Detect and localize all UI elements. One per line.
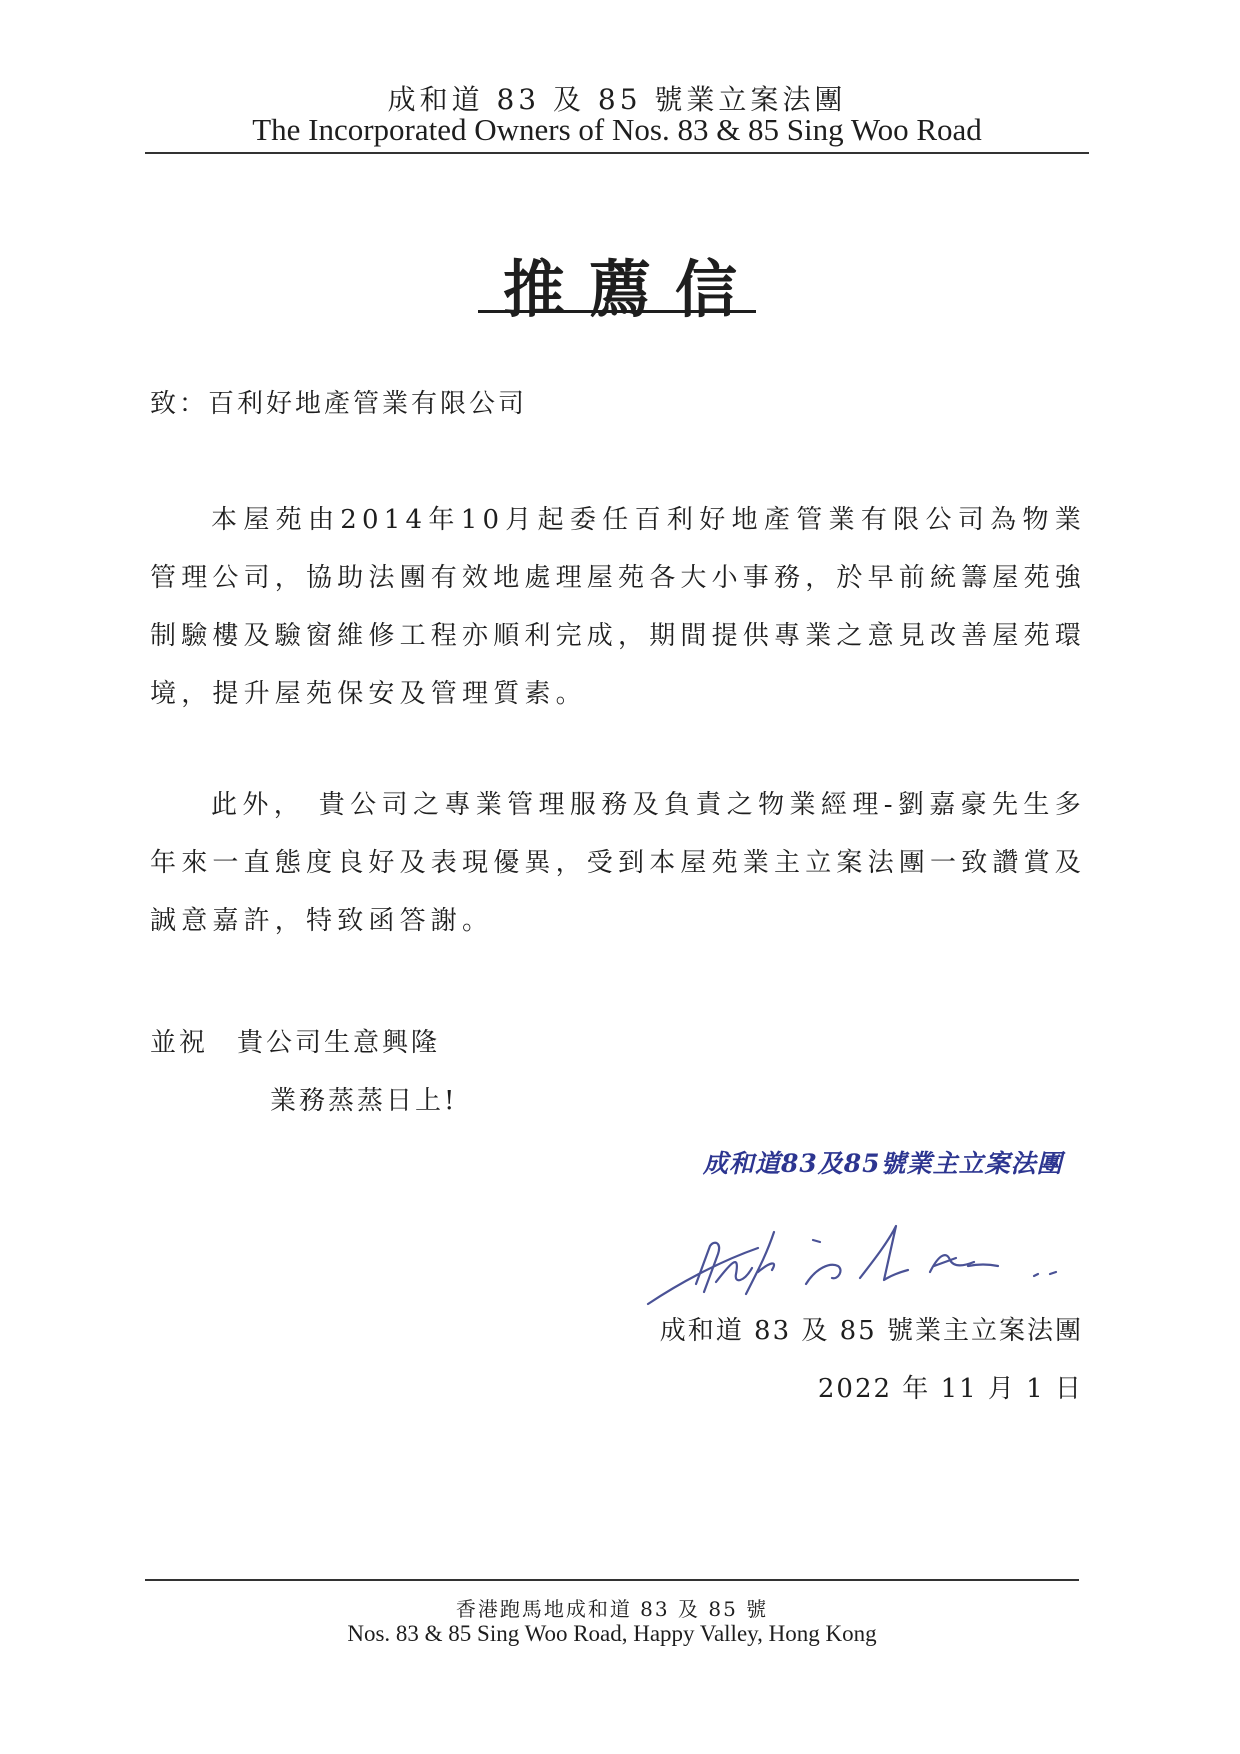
header-divider [145,152,1089,154]
footer-address-en: Nos. 83 & 85 Sing Woo Road, Happy Valley, Hong Kong [347,1621,877,1646]
letter-title: 推薦信 [502,253,761,326]
organisation-stamp: 成和道83及85號業主立案法團 [703,1149,1063,1178]
letter-date: 2022 年 11 月 1 日 [817,1374,1083,1404]
body-paragraph-1: 本屋苑由2014年10月起委任百利好地產管業有限公司為物業管理公司，協助法團有效地處理屋苑各大小事務，於早前統籌屋苑強制驗樓及驗窗維修工程亦順利完成，期間提供專業之意見改善屋苑環境，提升屋苑保安及管理質素。 [150,505,1087,709]
body-paragraph-2: 此外， 貴公司之專業管理服務及負責之物業經理-劉嘉豪先生多年來一直態度良好及表現優異，受到本屋苑業主立案法團一致讚賞及誠意嘉許，特致函答謝。 [150,790,1087,936]
recipient-line: 致：百利好地產管業有限公司 [150,389,528,419]
footer-divider [145,1579,1079,1581]
footer-address-zh: 香港跑馬地成和道 83 及 85 號 [455,1597,769,1621]
title-underline [478,310,756,313]
closing-line-1: 並祝 貴公司生意興隆 [150,1028,441,1058]
signatory-organisation: 成和道 83 及 85 號業主立案法團 [659,1316,1083,1346]
closing-line-2: 業務蒸蒸日上! [270,1086,458,1116]
letterhead-name-zh: 成和道 83 及 85 號業立案法團 [387,83,847,116]
handwritten-signature [638,1222,1078,1312]
letterhead-name-en: The Incorporated Owners of Nos. 83 & 85 Sing Woo Road [252,112,982,147]
